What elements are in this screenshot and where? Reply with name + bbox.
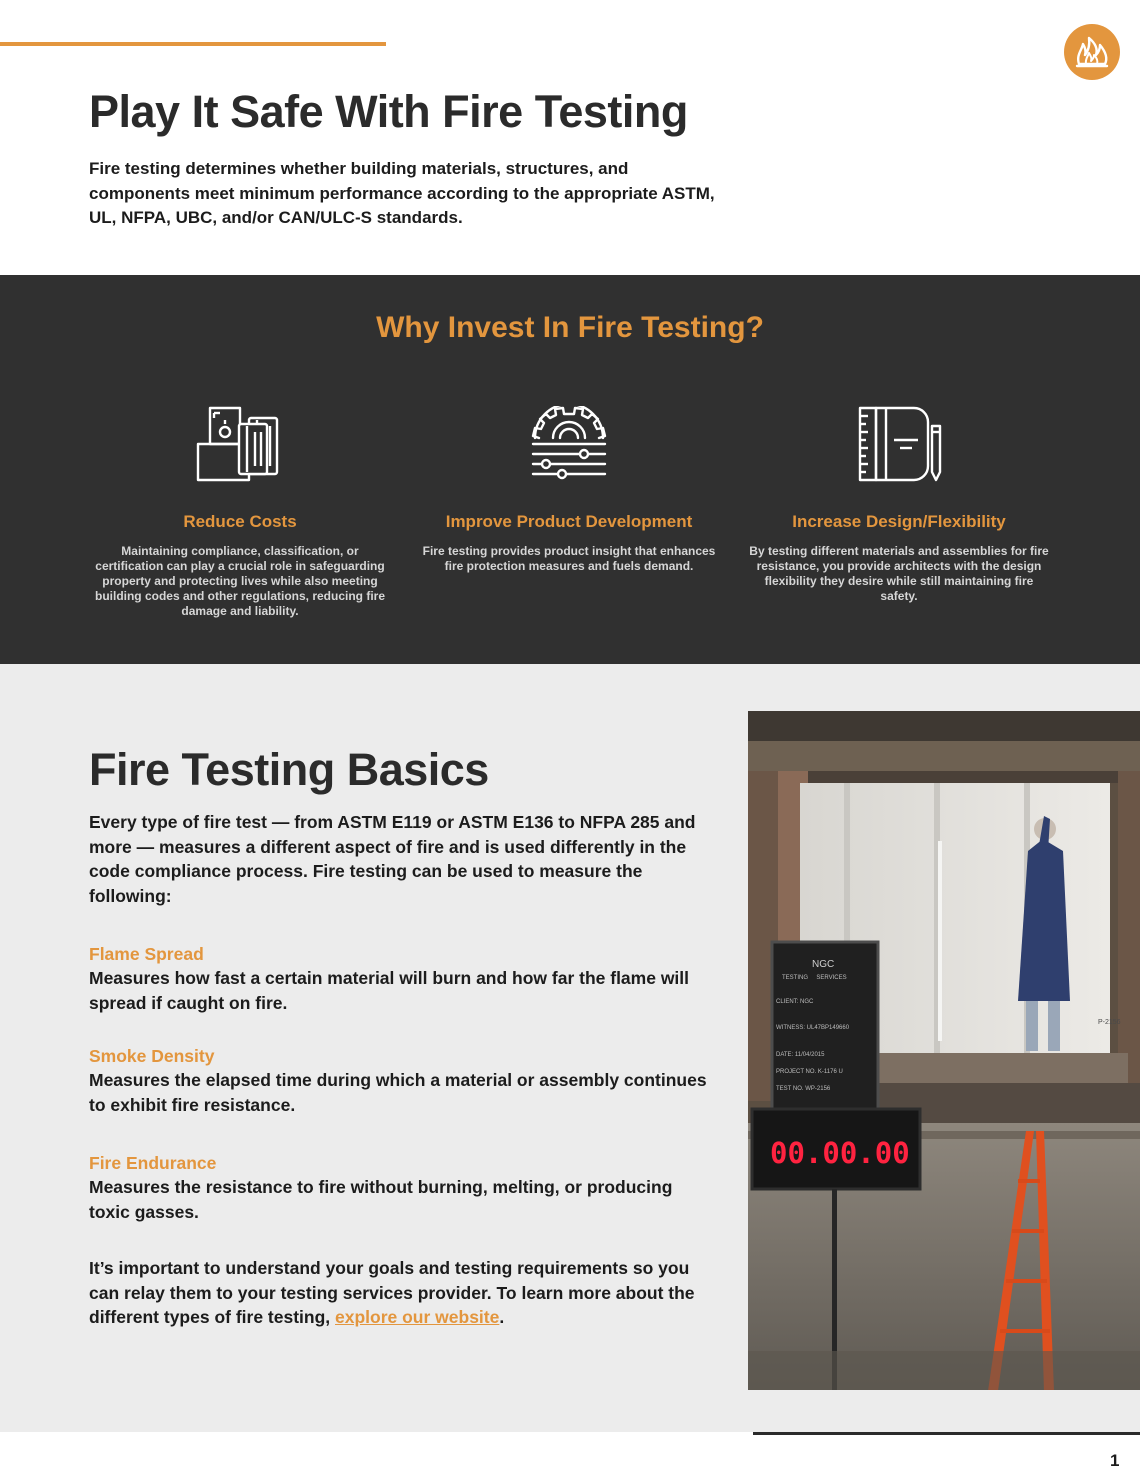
intro-paragraph: Fire testing determines whether building materials, structures, and components meet minimum performance according to the appropriate ASTM, UL, NFPA, UBC, and/or CAN/ULC-S standards.	[89, 159, 715, 227]
sign-test-number: TEST NO. WP-2156	[776, 1086, 831, 1092]
timer-display: 00.00.00	[770, 1136, 910, 1170]
explore-website-link[interactable]: explore our website	[335, 1307, 500, 1327]
why-invest-title: Why Invest In Fire Testing?	[376, 311, 764, 344]
term-name: Flame Spread	[89, 944, 204, 964]
flame-logo-icon	[1064, 24, 1120, 80]
page-number: 1	[1110, 1451, 1120, 1470]
term-smoke-density	[89, 1044, 714, 1117]
footer-rule	[753, 1432, 1140, 1435]
term-description: Measures how fast a certain material will burn and how far the flame will spread if caught on fire.	[89, 968, 690, 1013]
benefit-text: Maintaining compliance, classification, or certification can play a crucial role in safeguarding property and protecting lives while also meeting building codes and other regulations, reducing fire damage and liability.	[94, 544, 386, 618]
benefit-reduce-costs	[85, 403, 395, 619]
benefit-design-flexibility	[744, 403, 1054, 604]
benefit-text: By testing different materials and assemblies for fire resistance, you provide architects with the design flexibility they desire while still maintaining fire safety.	[749, 544, 1049, 603]
why-invest-section	[0, 275, 1140, 664]
page-title: Play It Safe With Fire Testing	[89, 86, 688, 137]
benefit-product-development	[414, 403, 724, 574]
sign-testing-services: TESTING SERVICES	[782, 975, 847, 981]
term-description: Measures the elapsed time during which a material or assembly continues to exhibit fire resistance.	[89, 1070, 707, 1115]
benefit-title: Improve Product Development	[445, 512, 693, 531]
closing-paragraph	[89, 1256, 719, 1330]
term-name: Smoke Density	[89, 1046, 215, 1066]
term-name: Fire Endurance	[89, 1153, 217, 1173]
fire-test-photo	[748, 711, 1140, 1390]
benefit-title: Increase Design/Flexibility	[792, 512, 1006, 531]
sign-company: NGC	[812, 959, 835, 970]
closing-text: It’s important to understand your goals and testing requirements so you can relay them to your testing services provider. To learn more about the different types of fire testing,	[89, 1258, 695, 1327]
ruler-notebook-pencil-icon	[856, 406, 942, 484]
gear-sliders-icon	[529, 406, 609, 484]
sign-witness: WITNESS: UL47BP149660	[776, 1025, 850, 1031]
money-and-cards-icon	[195, 406, 285, 484]
sign-client: CLIENT: NGC	[776, 999, 814, 1005]
term-flame-spread	[89, 942, 714, 1015]
basics-intro: Every type of fire test — from ASTM E119 or ASTM E136 to NFPA 285 and more — measures a different aspect of fire and is used differently in the code compliance process. Fire testing can be used to measure the following:	[89, 812, 696, 906]
term-fire-endurance	[89, 1151, 714, 1224]
wall-tag: P-2156	[1098, 1019, 1121, 1026]
sign-project: PROJECT NO. K-1176 U	[776, 1069, 843, 1075]
term-description: Measures the resistance to fire without burning, melting, or producing toxic gasses.	[89, 1177, 673, 1222]
top-accent-rule	[0, 42, 386, 46]
closing-period: .	[499, 1307, 505, 1327]
basics-title: Fire Testing Basics	[89, 744, 489, 795]
benefit-title: Reduce Costs	[183, 512, 297, 531]
benefit-text: Fire testing provides product insight that enhances fire protection measures and fuels demand.	[422, 544, 716, 573]
sign-date: DATE: 11/04/2015	[776, 1052, 825, 1058]
